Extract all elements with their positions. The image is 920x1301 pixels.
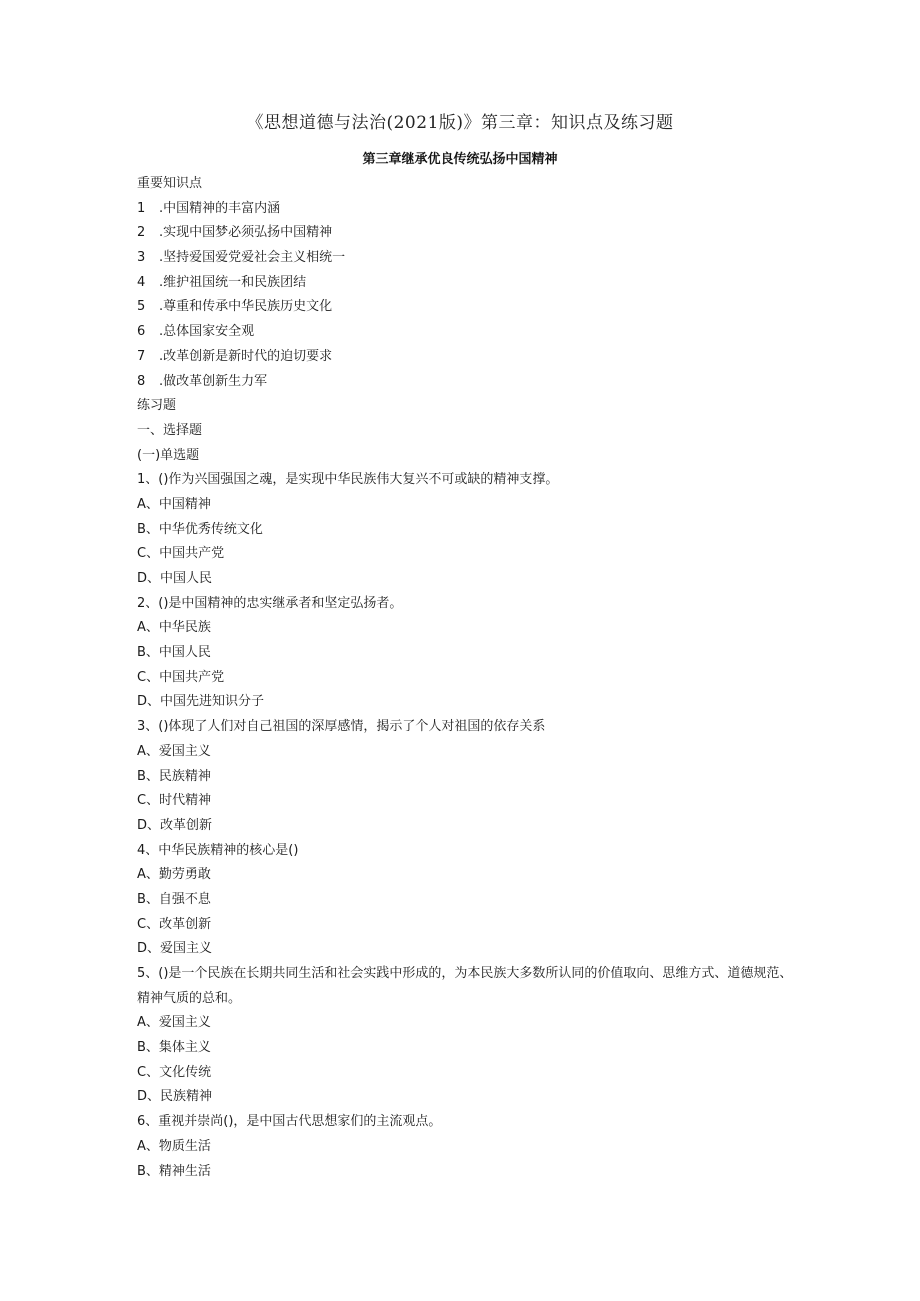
question-option: D、中国人民 — [137, 571, 213, 586]
knowledge-item-number: 5 — [137, 299, 146, 315]
question-option: B、民族精神 — [137, 768, 211, 784]
question-option: C、中国共产党 — [137, 669, 225, 685]
question-option: A、中华民族 — [137, 620, 211, 636]
question-option: A、爱国主义 — [137, 743, 211, 759]
knowledge-heading: 重要知识点 — [137, 176, 203, 191]
document-body — [137, 172, 797, 1184]
question-option: C、改革创新 — [137, 916, 212, 932]
knowledge-item-number: 3 — [137, 250, 146, 266]
knowledge-item-text: .维护祖国统一和民族团结 — [159, 274, 307, 290]
question-option: B、中国人民 — [137, 645, 211, 661]
question-option: B、自强不息 — [137, 891, 211, 907]
knowledge-item — [137, 246, 797, 271]
knowledge-item-number: 4 — [137, 274, 146, 290]
knowledge-item-text: .中国精神的丰富内涵 — [159, 200, 281, 216]
knowledge-item-text: .总体国家安全观 — [159, 324, 255, 340]
question-option: B、精神生活 — [137, 1163, 211, 1179]
question-option: D、民族精神 — [137, 1089, 213, 1105]
knowledge-item-text: .实现中国梦必须弘扬中国精神 — [159, 225, 333, 241]
question-stem: 2、()是中国精神的忠实继承者和坚定弘扬者。 — [137, 595, 403, 611]
knowledge-item-text: .改革创新是新时代的迫切要求 — [159, 348, 333, 364]
question-option: B、集体主义 — [137, 1040, 211, 1056]
section-heading: 一、选择题 — [137, 422, 203, 438]
question-option: C、中国共产党 — [137, 546, 225, 562]
knowledge-item — [137, 345, 797, 370]
knowledge-item — [137, 271, 797, 296]
subsection-heading: (一)单选题 — [137, 447, 200, 463]
knowledge-item-text: .尊重和传承中华民族历史文化 — [159, 299, 333, 315]
knowledge-item-text: .坚持爱国爱党爱社会主义相统一 — [159, 250, 346, 266]
document-title: 《思想道德与法治(2021版)》第三章：知识点及练习题 — [246, 113, 674, 133]
question-stem: 5、()是一个民族在长期共同生活和社会实践中形成的，为本民族大多数所认同的价值取向、思维方式、道德规范、精神气质的总和。 — [137, 966, 793, 1006]
knowledge-item — [137, 320, 797, 345]
question-option: C、时代精神 — [137, 793, 212, 809]
exercises-heading: 练习题 — [137, 398, 177, 414]
knowledge-item — [137, 221, 797, 246]
question-option: C、文化传统 — [137, 1064, 212, 1080]
knowledge-item-number: 8 — [137, 373, 146, 389]
question-option: D、中国先进知识分子 — [137, 694, 265, 710]
knowledge-item — [137, 197, 797, 222]
knowledge-item — [137, 370, 797, 395]
question-option: A、物质生活 — [137, 1138, 211, 1154]
question-stem: 3、()体现了人们对自己祖国的深厚感情，揭示了个人对祖国的依存关系 — [137, 719, 546, 735]
question-option: D、改革创新 — [137, 817, 213, 833]
question-option: A、中国精神 — [137, 496, 211, 512]
knowledge-item-text: .做改革创新生力军 — [159, 373, 268, 389]
knowledge-item-number: 6 — [137, 324, 146, 340]
question-option: B、中华优秀传统文化 — [137, 521, 263, 537]
question-stem: 6、重视并崇尚()，是中国古代思想家们的主流观点。 — [137, 1114, 442, 1130]
knowledge-item-number: 7 — [137, 348, 146, 364]
knowledge-item — [137, 295, 797, 320]
question-stem: 4、中华民族精神的核心是() — [137, 842, 299, 858]
knowledge-item-number: 2 — [137, 225, 146, 241]
knowledge-item-number: 1 — [137, 200, 146, 216]
question-option: A、勤劳勇敢 — [137, 867, 211, 883]
chapter-title: 第三章继承优良传统弘扬中国精神 — [362, 152, 558, 167]
question-option: A、爱国主义 — [137, 1015, 211, 1031]
question-stem: 1、()作为兴国强国之魂，是实现中华民族伟大复兴不可或缺的精神支撑。 — [137, 472, 559, 488]
question-option: D、爱国主义 — [137, 941, 213, 957]
